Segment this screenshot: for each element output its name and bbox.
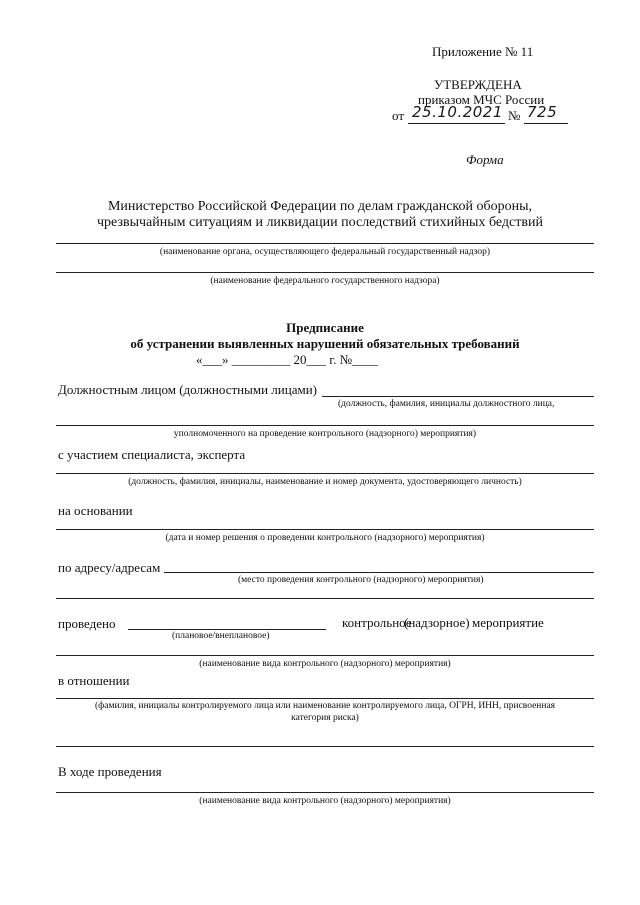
conducted-label: проведено bbox=[58, 616, 116, 631]
conducted-caption: (плановое/внеплановое) bbox=[172, 631, 270, 641]
appendix-label: Приложение № 11 bbox=[432, 44, 534, 59]
basis-line bbox=[56, 529, 594, 530]
regarding-line-2 bbox=[56, 746, 594, 747]
official-caption-2: уполномоченного на проведение контрольного (надзорного) мероприятия) bbox=[173, 429, 477, 439]
event-kind-caption: (наименование вида контрольного (надзорного) мероприятия) bbox=[199, 659, 451, 669]
authority-caption: (наименование органа, осуществляющего федеральный государственный надзор) bbox=[159, 247, 491, 257]
during-label: В ходе проведения bbox=[58, 764, 162, 779]
specialist-label: с участием специалиста, эксперта bbox=[58, 447, 246, 462]
regarding-line bbox=[56, 698, 594, 699]
during-line bbox=[56, 792, 594, 793]
approval-order: приказом МЧС России bbox=[418, 92, 545, 107]
regarding-label: в отношении bbox=[58, 673, 130, 688]
form-label: Форма bbox=[466, 152, 504, 167]
specialist-caption: (должность, фамилия, инициалы, наименование и номер документа, удостоверяющего личность) bbox=[128, 477, 522, 487]
document-title: Предписание bbox=[286, 320, 364, 335]
approval-label: УТВЕРЖДЕНА bbox=[434, 77, 522, 92]
regarding-caption-1: (фамилия, инициалы контролируемого лица или наименование контролируемого лица, ОГРН, ИНН, присвоенная bbox=[94, 701, 556, 711]
official-label: Должностным лицом (должностными лицами) bbox=[58, 382, 317, 397]
conducted-line bbox=[128, 629, 326, 630]
event-word-supervisory: (надзорное) bbox=[404, 615, 470, 630]
address-label: по адресу/адресам bbox=[58, 560, 161, 575]
authority-line bbox=[56, 243, 594, 244]
address-caption: (место проведения контрольного (надзорного) мероприятия) bbox=[238, 575, 484, 585]
event-word-activity: мероприятие bbox=[472, 615, 544, 630]
approval-date-handwritten: 25.10.2021 bbox=[412, 103, 503, 121]
approval-from-prefix: от bbox=[392, 108, 405, 123]
document-subtitle: об устранении выявленных нарушений обязательных требований bbox=[130, 336, 520, 351]
event-word-control: контрольное bbox=[342, 615, 412, 630]
during-caption: (наименование вида контрольного (надзорного) мероприятия) bbox=[199, 796, 451, 806]
supervision-caption: (наименование федерального государственного надзора) bbox=[210, 276, 440, 286]
approval-date-underline bbox=[408, 123, 505, 124]
official-line bbox=[322, 396, 594, 397]
basis-caption: (дата и номер решения о проведении контрольного (надзорного) мероприятия) bbox=[165, 533, 485, 543]
address-line-2 bbox=[56, 598, 594, 599]
specialist-line bbox=[56, 473, 594, 474]
approval-number-underline bbox=[524, 123, 568, 124]
ministry-line1: Министерство Российской Федерации по делам гражданской обороны, bbox=[107, 199, 533, 214]
regarding-caption-2: категория риска) bbox=[291, 713, 359, 723]
address-line bbox=[164, 572, 594, 573]
document-date-number: «___» _________ 20___ г. №____ bbox=[196, 352, 379, 367]
official-line-2 bbox=[56, 425, 594, 426]
event-kind-line bbox=[56, 655, 594, 656]
approval-number-prefix: № bbox=[508, 108, 521, 123]
ministry-line2: чрезвычайным ситуациям и ликвидации последствий стихийных бедствий bbox=[97, 215, 543, 230]
basis-label: на основании bbox=[58, 503, 133, 518]
approval-number-handwritten: 725 bbox=[527, 103, 558, 121]
official-caption: (должность, фамилия, инициалы должностного лица, bbox=[338, 399, 555, 409]
supervision-line bbox=[56, 272, 594, 273]
